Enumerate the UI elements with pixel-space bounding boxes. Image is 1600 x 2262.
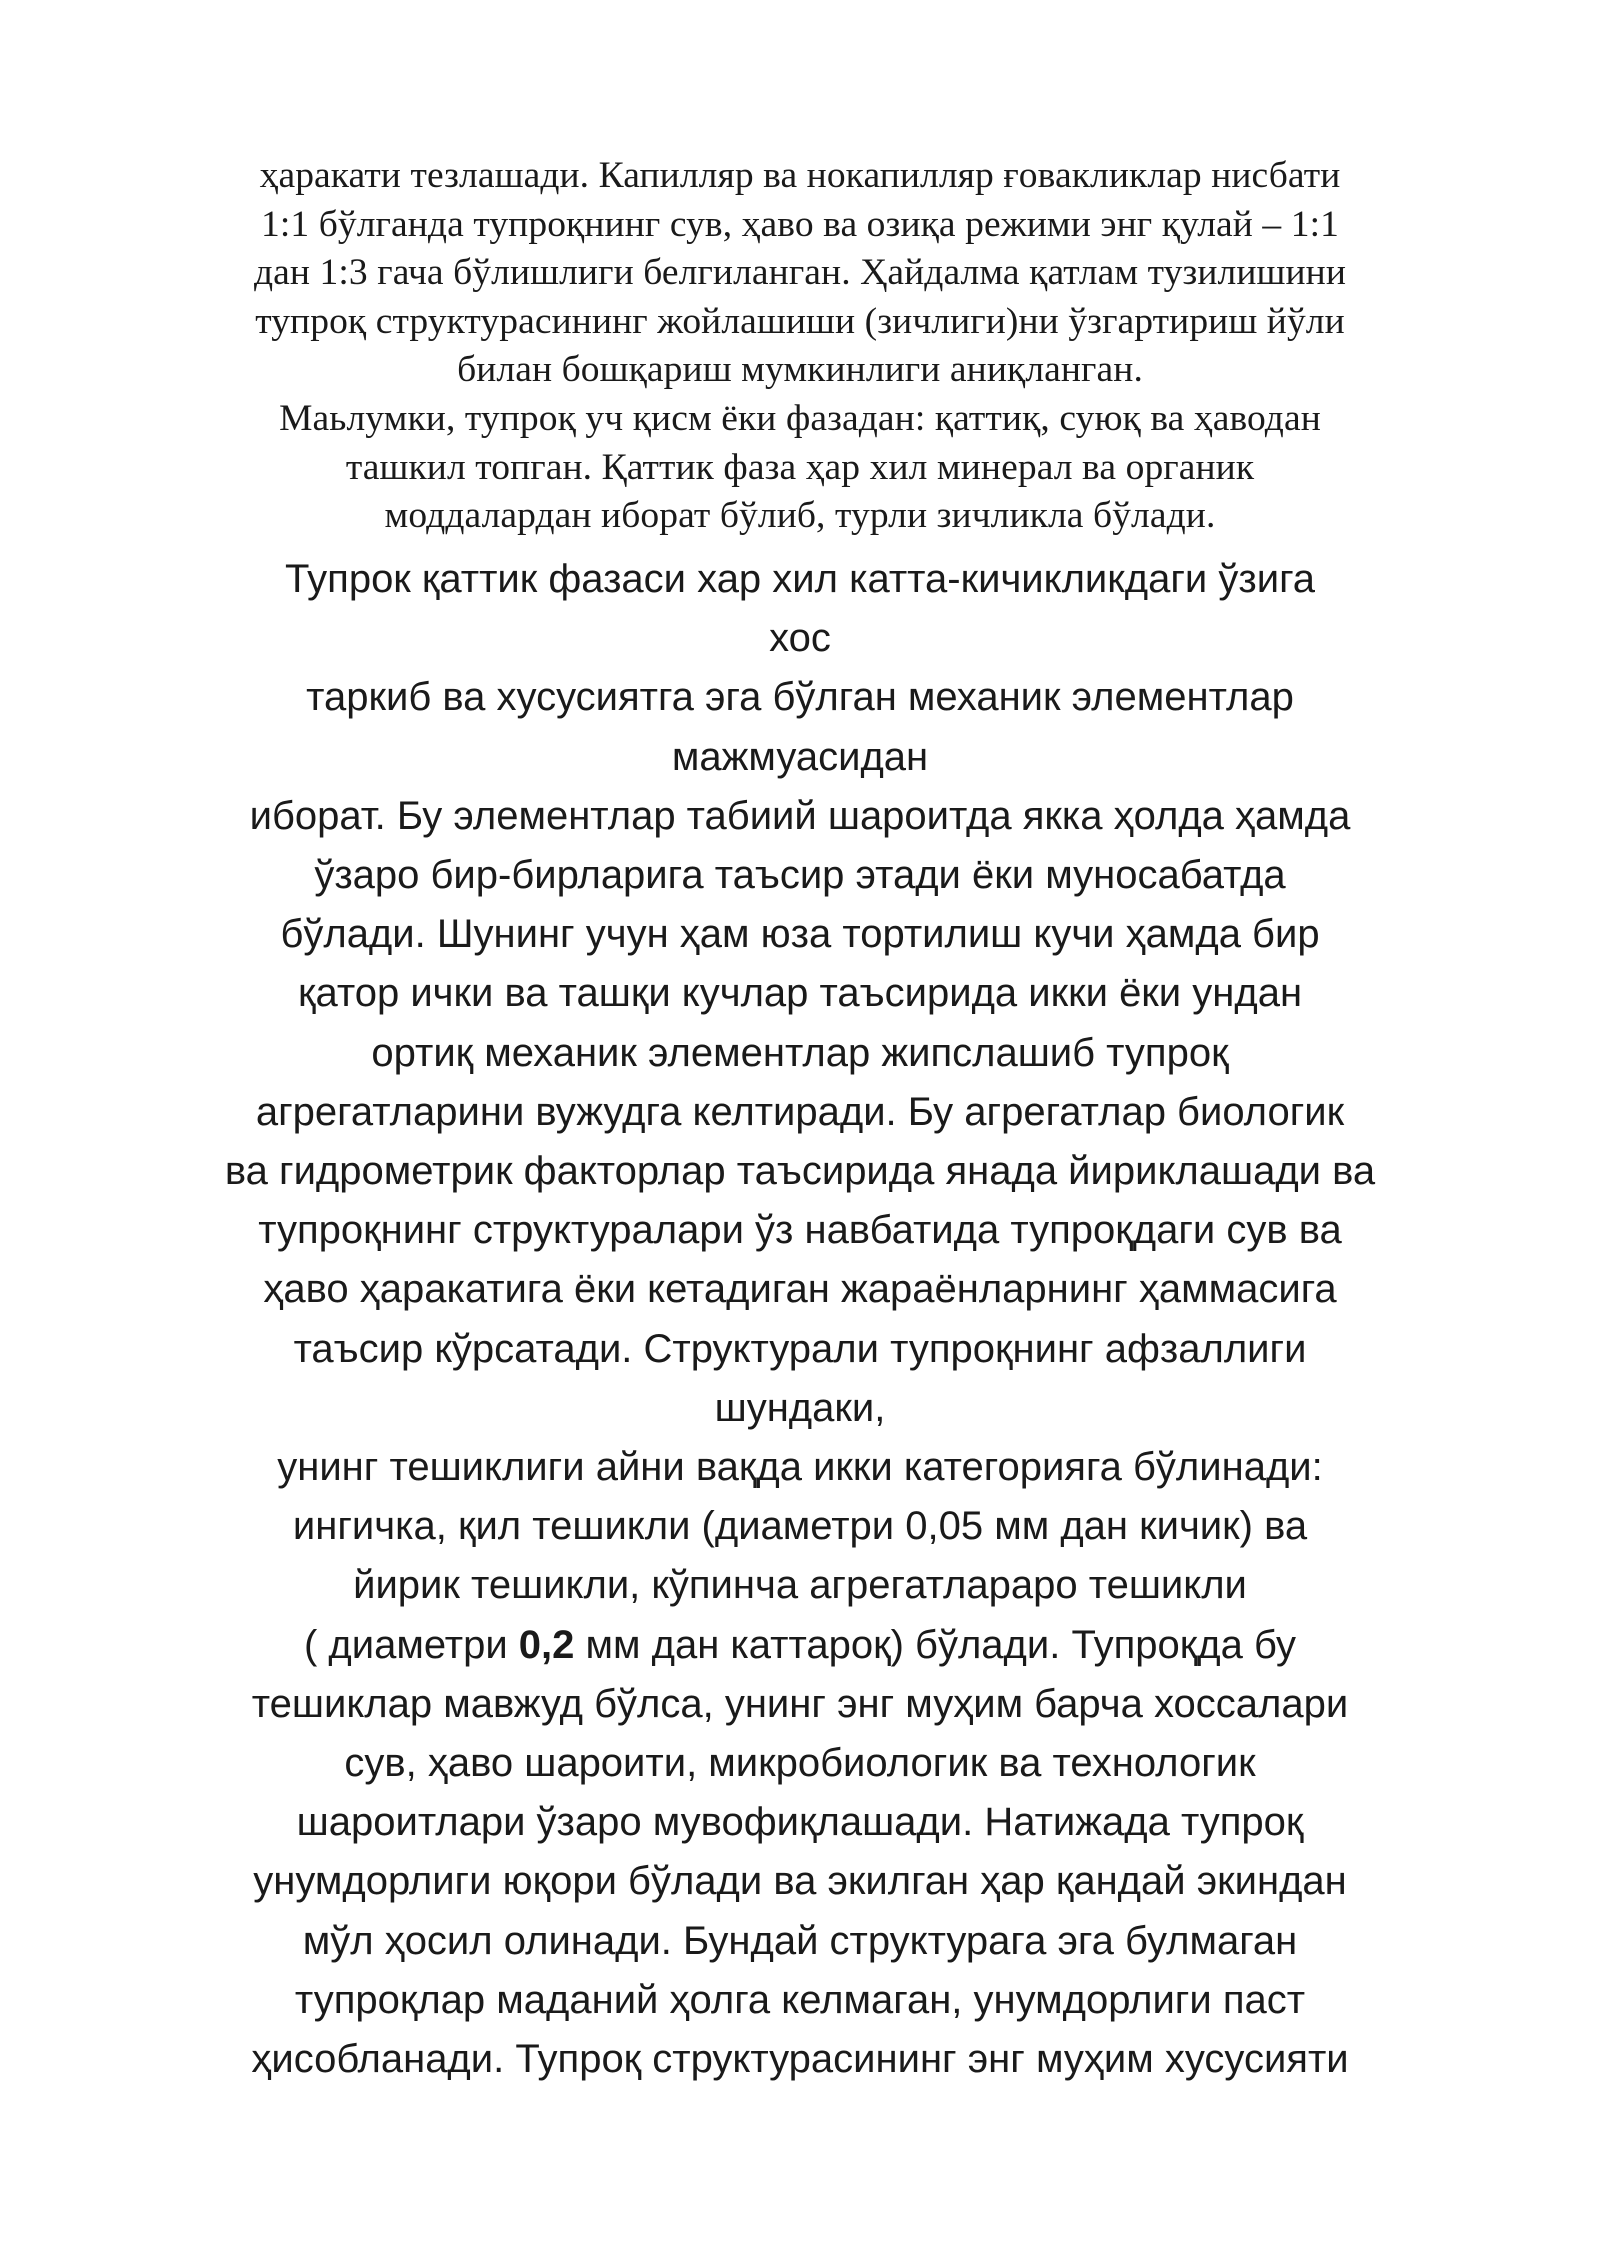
text-line: ўзаро бир-бирларига таъсир этади ёки муносабатда [314, 853, 1286, 898]
text-line: Маьлумки, тупроқ уч қисм ёки фазадан: қаттиқ, суюқ ва ҳаводан [279, 397, 1321, 439]
text-line: ортиқ механик элементлар жипслашиб тупроқ [371, 1030, 1229, 1075]
text-line: бўлади. Шунинг учун ҳам юза тортилиш кучи ҳамда бир [280, 912, 1320, 957]
text-line: хос [769, 616, 831, 661]
text-line: тупроқ структурасининг жойлашиши (зичлиги)ни ўзгартириш йўли [255, 300, 1345, 342]
text-line: йирик тешикли, кўпинча агрегатлараро тешикли [353, 1563, 1247, 1608]
text-line: унумдорлиги юқори бўлади ва экилган ҳар қандай экиндан [253, 1859, 1347, 1904]
text-line: тупроқнинг структуралари ўз навбатида тупроқдаги сув ва [258, 1208, 1342, 1253]
text-line: ҳаво ҳаракатига ёки кетадиган жараёнларнинг ҳаммасига [263, 1267, 1337, 1312]
text-line: иборат. Бу элементлар табиий шароитда якка ҳолда ҳамда [249, 793, 1351, 838]
text-line: моддалардан иборат бўлиб, турли зичликла бўлади. [384, 495, 1216, 537]
text-line: дан 1:3 гача бўлишлиги белгиланган. Ҳайдалма қатлам тузилишини [253, 252, 1347, 294]
text-line: ва гидрометрик факторлар таъсирида янада йириклашади ва [224, 1149, 1376, 1194]
text-line: ҳисобланади. Тупроқ структурасининг энг муҳим хусусияти [251, 2037, 1349, 2082]
text-line: таркиб ва хусусиятга эга бўлган механик элементлар [306, 675, 1294, 720]
text-line: Тупрок қаттик фазаси хар хил катта-кичикликдаги ўзига [284, 557, 1316, 601]
text-line: шароитлари ўзаро мувофиқлашади. Натижада тупроқ [296, 1800, 1304, 1845]
text-line: шундаки, [714, 1385, 886, 1430]
text-line: мажмуасидан [671, 734, 929, 779]
text-line: агрегатларини вужудга келтиради. Бу агрегатлар биологик [255, 1089, 1345, 1134]
text-line: унинг тешиклиги айни вақда икки категорияга бўлинади: [277, 1445, 1323, 1490]
text-line: тешиклар мавжуд бўлса, унинг энг муҳим барча хоссалари [251, 1681, 1349, 1726]
text-line: тупроқлар маданий ҳолга келмаган, унумдорлиги паст [294, 1977, 1306, 2022]
text-line: мўл ҳосил олинади. Бундай структурага эга булмаган [302, 1918, 1298, 1963]
sans-paragraph [170, 550, 1430, 2089]
text-line: 1:1 бўлганда тупроқнинг сув, ҳаво ва озиқа режими энг қулай – 1:1 [261, 203, 1339, 245]
text-line-with-bold-value [170, 1616, 1430, 1675]
text-segment: мм дан каттароқ) бўлади. Тупроқда бу [574, 1622, 1297, 1667]
text-line: ҳаракати тезлашади. Капилляр ва нокапилляр ғовакликлар нисбати [259, 155, 1341, 196]
bold-value: 0,2 [518, 1622, 575, 1667]
text-line: ташкил топган. Қаттик фаза ҳар хил минерал ва органик [345, 446, 1255, 488]
text-line: ингичка, қил тешикли (диаметри 0,05 мм дан кичик) ва [292, 1504, 1308, 1549]
text-line: сув, ҳаво шароити, микробиологик ва технологик [344, 1741, 1256, 1786]
serif-paragraph [200, 152, 1400, 541]
text-line: билан бошқариш мумкинлиги аниқланган. [457, 349, 1143, 391]
text-segment: ( диаметри [303, 1622, 519, 1667]
text-line: таъсир кўрсатади. Структурали тупроқнинг афзаллиги [293, 1326, 1307, 1371]
text-line: қатор ички ва ташқи кучлар таъсирида икки ёки ундан [297, 971, 1303, 1016]
